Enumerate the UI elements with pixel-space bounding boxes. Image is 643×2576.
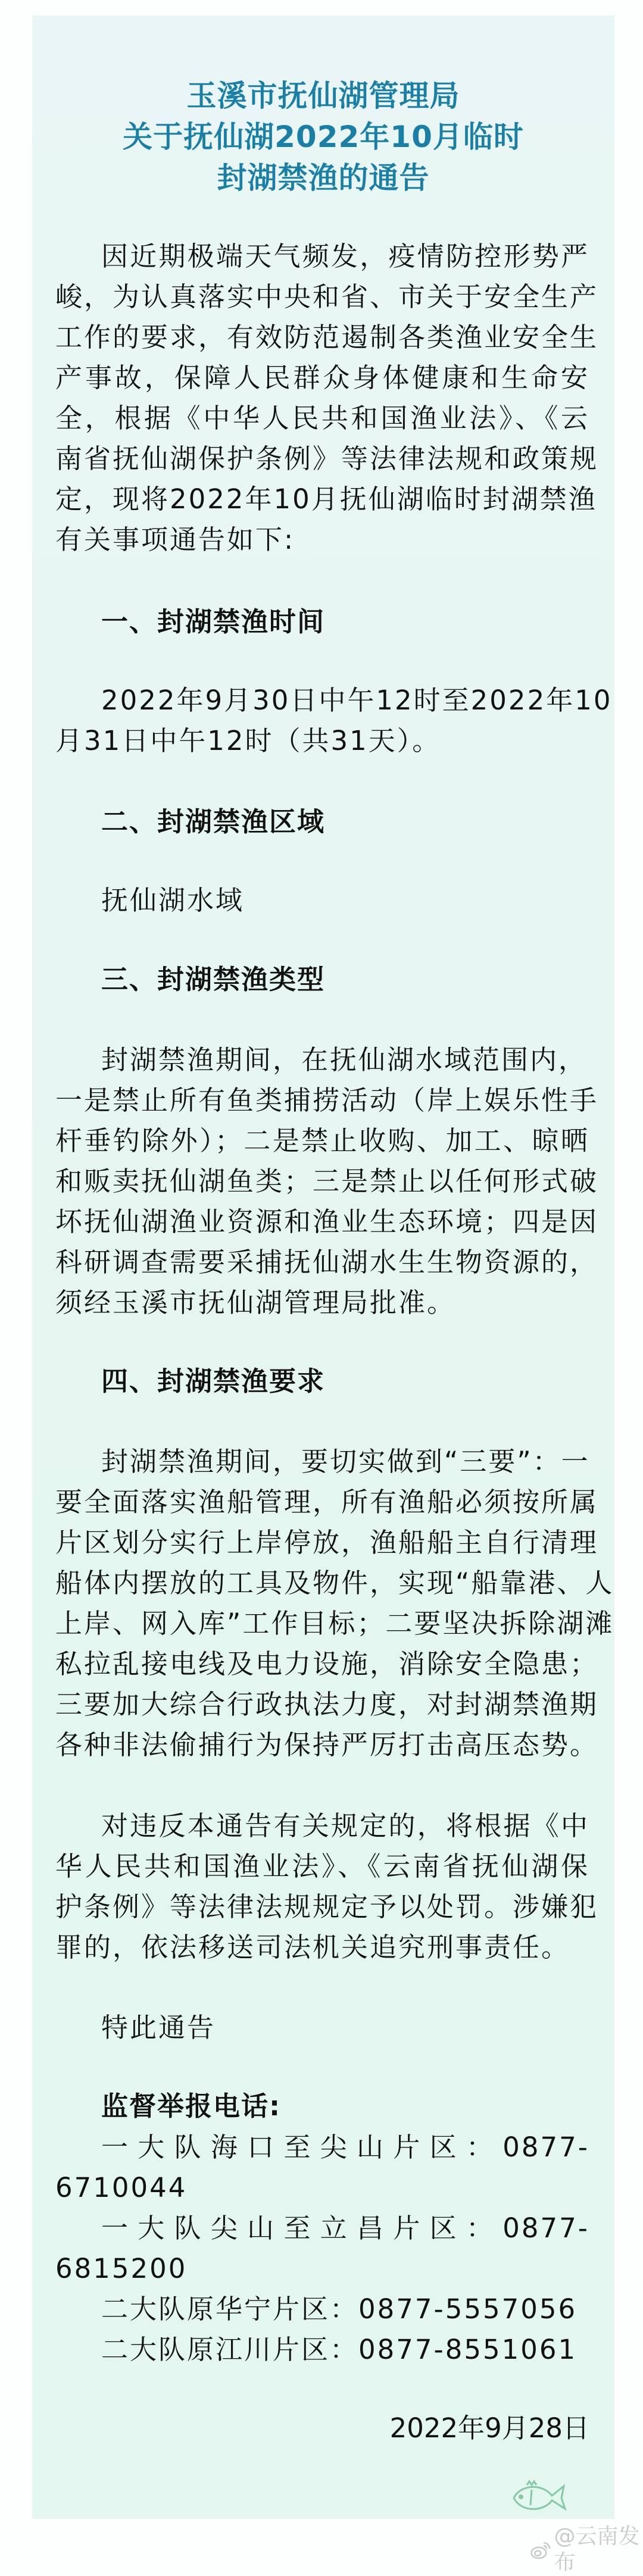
section-heading-time: 一、封湖禁渔时间 [101,606,326,637]
section-type-paragraph [55,1040,599,1323]
weibo-watermark [530,2524,643,2576]
section-area-text: 抚仙湖水域 [101,884,245,916]
title-line-2: 关于抚仙湖2022年10月临时 [123,120,524,154]
hotline-item: 二大队原华宁片区：0877-5557056 [101,2293,578,2325]
hotline-list [55,2127,589,2370]
penalty-paragraph [55,1806,599,1968]
text-line: 定，现将2022年10月抚仙湖临时封湖禁渔 [55,483,597,515]
text-line: 护条例》等法律法规规定予以处罚。涉嫌犯 [55,1891,599,1922]
text-line: 要全面落实渔船管理，所有渔船必须按所属 [55,1486,599,1518]
text-line: 封湖禁渔期间，要切实做到“三要”：一 [101,1446,590,1477]
section-requirements-paragraph [55,1442,614,1765]
hotline-item-number: 6815200 [55,2253,188,2284]
text-line: 片区划分实行上岸停放，渔船船主自行清理 [55,1527,599,1558]
notice-title [32,76,614,199]
text-line: 全，根据《中华人民共和国渔业法》、《云 [55,402,589,434]
hotline-item: 二大队原江川片区：0877-8551061 [101,2334,578,2365]
section-time-paragraph [55,680,613,761]
text-line: 封湖禁渔期间，在抚仙湖水域范围内， [101,1044,588,1076]
text-line: 一是禁止所有鱼类捕捞活动（岸上娱乐性手 [55,1084,599,1116]
hotline-item-number: 6710044 [55,2172,188,2203]
section-heading-area: 二、封湖禁渔区域 [101,806,326,837]
text-line: 船体内摆放的工具及物件，实现“船靠港、人 [55,1567,614,1599]
text-line: 罪的，依法移送司法机关追究刑事责任。 [55,1931,570,1963]
text-line: 2022年9月30日中午12时至2022年10 [101,684,613,716]
notice-date: 2022年9月28日 [389,2412,589,2444]
title-line-3: 封湖禁渔的通告 [217,161,430,195]
text-line: 各种非法偷捕行为保持严厉打击高压态势。 [55,1729,599,1761]
hotline-item: 一大队尖山至立昌片区：0877- [101,2212,589,2244]
closing-text: 特此通告 [101,2012,216,2043]
section-heading-type: 三、封湖禁渔类型 [101,964,326,995]
text-line: 产事故，保障人民群众身体健康和生命安 [55,362,589,393]
text-line: 因近期极端天气频发，疫情防控形势严 [101,240,589,272]
text-line: 月31日中午12时（共31天）。 [55,725,441,756]
text-line: 上岸、网入库”工作目标；二要坚决拆除湖滩 [55,1608,614,1639]
hotline-item: 一大队海口至尖山片区：0877- [101,2131,589,2163]
text-line: 峻，为认真落实中央和省、市关于安全生产 [55,281,599,312]
intro-paragraph [55,236,599,560]
text-line: 有关事项通告如下: [55,524,295,555]
text-line: 对违反本通告有关规定的，将根据《中 [101,1810,589,1842]
text-line: 须经玉溪市抚仙湖管理局批准。 [55,1287,456,1318]
text-line: 私拉乱接电线及电力设施，消除安全隐患； [55,1648,599,1680]
text-line: 杆垂钓除外）；二是禁止收购、加工、晾晒 [55,1125,589,1156]
text-line: 坏抚仙湖渔业资源和渔业生态环境；四是因 [55,1206,599,1237]
text-line: 科研调查需要采捕抚仙湖水生生物资源的， [55,1246,599,1278]
text-line: 工作的要求，有效防范遏制各类渔业安全生 [55,321,599,353]
text-line: 南省抚仙湖保护条例》等法律法规和政策规 [55,443,599,474]
text-line: 华人民共和国渔业法》、《云南省抚仙湖保 [55,1850,589,1882]
weibo-icon [530,2538,552,2562]
text-line: 和贩卖抚仙湖鱼类；三是禁止以任何形式破 [55,1165,599,1197]
fish-icon [509,2479,569,2517]
text-line: 三要加大综合行政执法力度，对封湖禁渔期 [55,1689,599,1720]
watermark-text: @云南发布 [554,2524,640,2575]
hotline-label: 监督举报电话: [101,2090,281,2122]
title-line-1: 玉溪市抚仙湖管理局 [186,79,460,113]
section-heading-requirements: 四、封湖禁渔要求 [101,1365,326,1397]
